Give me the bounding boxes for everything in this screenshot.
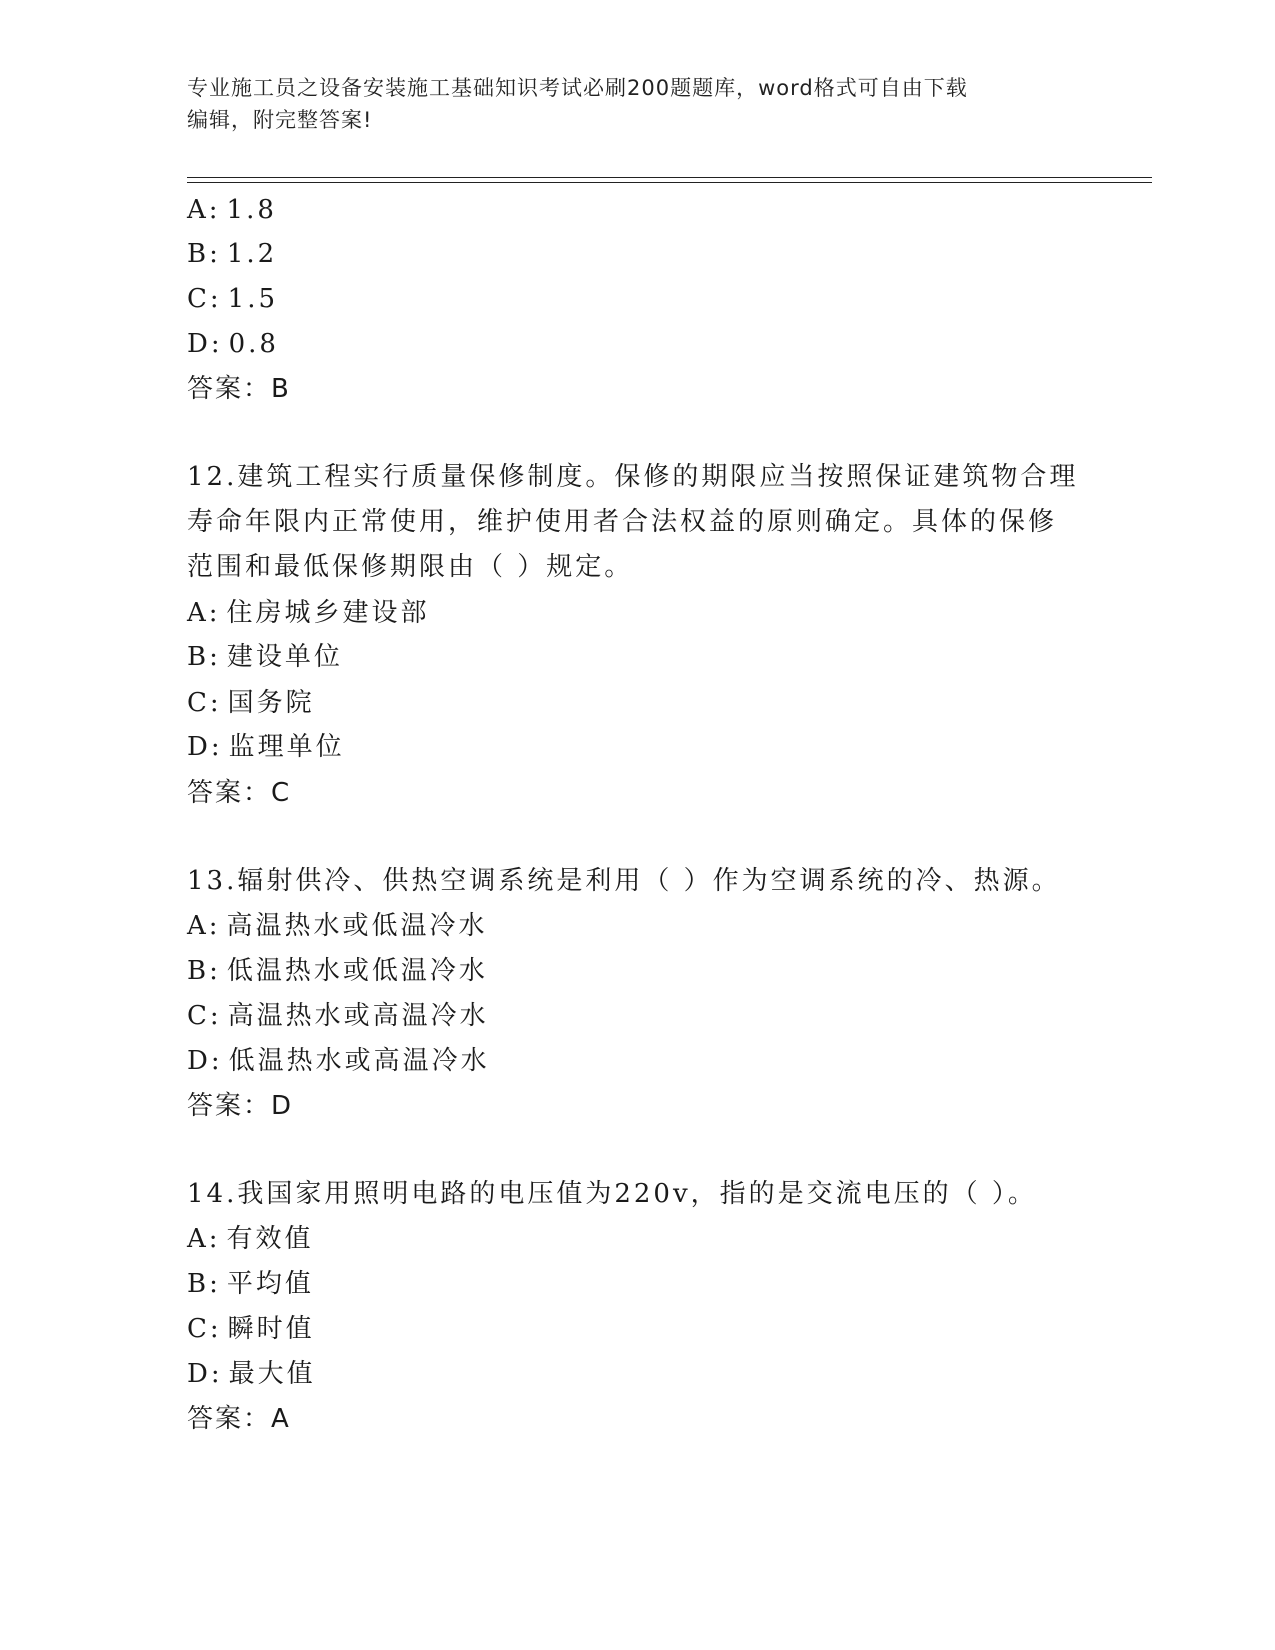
option-text: 建设单位	[226, 642, 343, 672]
option-letter: B:	[187, 239, 221, 269]
q14-stem-line-1: 14.我国家用照明电路的电压值为220v，指的是交流电压的（ ）。	[187, 1179, 1037, 1209]
q13-option-a	[187, 909, 488, 943]
q13-option-d	[187, 1044, 490, 1078]
q11-answer: 答案：B	[187, 374, 291, 404]
q12-stem-line-2: 寿命年限内正常使用，维护使用者合法权益的原则确定。具体的保修	[187, 507, 1058, 537]
q11-option-d	[187, 327, 279, 361]
option-text: 0.8	[228, 329, 279, 359]
header-divider-top	[187, 177, 1152, 178]
option-letter: B:	[187, 642, 221, 672]
q12-option-d	[187, 730, 345, 764]
option-text: 监理单位	[228, 732, 345, 762]
option-letter: A:	[187, 195, 221, 225]
option-letter: D:	[187, 1359, 223, 1389]
option-text: 平均值	[226, 1269, 314, 1299]
q14-option-c	[187, 1312, 315, 1346]
q12-stem-line-1: 12.建筑工程实行质量保修制度。保修的期限应当按照保证建筑物合理	[187, 462, 1079, 492]
header-title-line-2: 编辑，附完整答案!	[187, 108, 373, 132]
option-letter: C:	[187, 1314, 222, 1344]
option-text: 有效值	[226, 1224, 314, 1254]
option-text: 住房城乡建设部	[226, 598, 430, 628]
option-text: 1.5	[227, 284, 279, 314]
q14-option-d	[187, 1357, 316, 1391]
option-text: 瞬时值	[227, 1314, 315, 1344]
q13-option-b	[187, 954, 488, 988]
q12-option-c	[187, 686, 315, 720]
option-text: 高温热水或低温冷水	[226, 911, 488, 941]
q11-option-c	[187, 282, 278, 316]
q12-answer: 答案：C	[187, 778, 292, 808]
q13-stem-line-1: 13.辐射供冷、供热空调系统是利用（ ）作为空调系统的冷、热源。	[187, 866, 1061, 896]
q14-option-a	[187, 1222, 314, 1256]
q13-answer: 答案：D	[187, 1091, 294, 1121]
q11-option-b	[187, 237, 277, 271]
q13-option-c	[187, 999, 489, 1033]
option-letter: A:	[187, 1224, 221, 1254]
option-letter: C:	[187, 1001, 222, 1031]
q11-option-a	[187, 193, 277, 227]
option-text: 低温热水或高温冷水	[228, 1046, 490, 1076]
option-letter: B:	[187, 1269, 221, 1299]
option-letter: B:	[187, 956, 221, 986]
header-divider-bottom	[187, 182, 1152, 183]
option-text: 低温热水或低温冷水	[226, 956, 488, 986]
document-header	[187, 72, 1087, 136]
option-letter: C:	[187, 284, 222, 314]
option-letter: A:	[187, 911, 221, 941]
option-letter: D:	[187, 732, 223, 762]
option-letter: C:	[187, 688, 222, 718]
option-text: 高温热水或高温冷水	[227, 1001, 489, 1031]
option-text: 国务院	[227, 688, 315, 718]
option-letter: A:	[187, 598, 221, 628]
option-text: 最大值	[228, 1359, 316, 1389]
q14-answer: 答案：A	[187, 1404, 291, 1434]
q14-option-b	[187, 1267, 314, 1301]
option-text: 1.2	[226, 239, 278, 269]
q12-option-b	[187, 640, 343, 674]
q12-stem-line-3: 范围和最低保修期限由（ ）规定。	[187, 552, 634, 582]
option-letter: D:	[187, 1046, 223, 1076]
option-text: 1.8	[226, 195, 277, 225]
q12-option-a	[187, 596, 430, 630]
header-title-line-1: 专业施工员之设备安装施工基础知识考试必刷200题题库，word格式可自由下载	[187, 76, 968, 100]
option-letter: D:	[187, 329, 223, 359]
